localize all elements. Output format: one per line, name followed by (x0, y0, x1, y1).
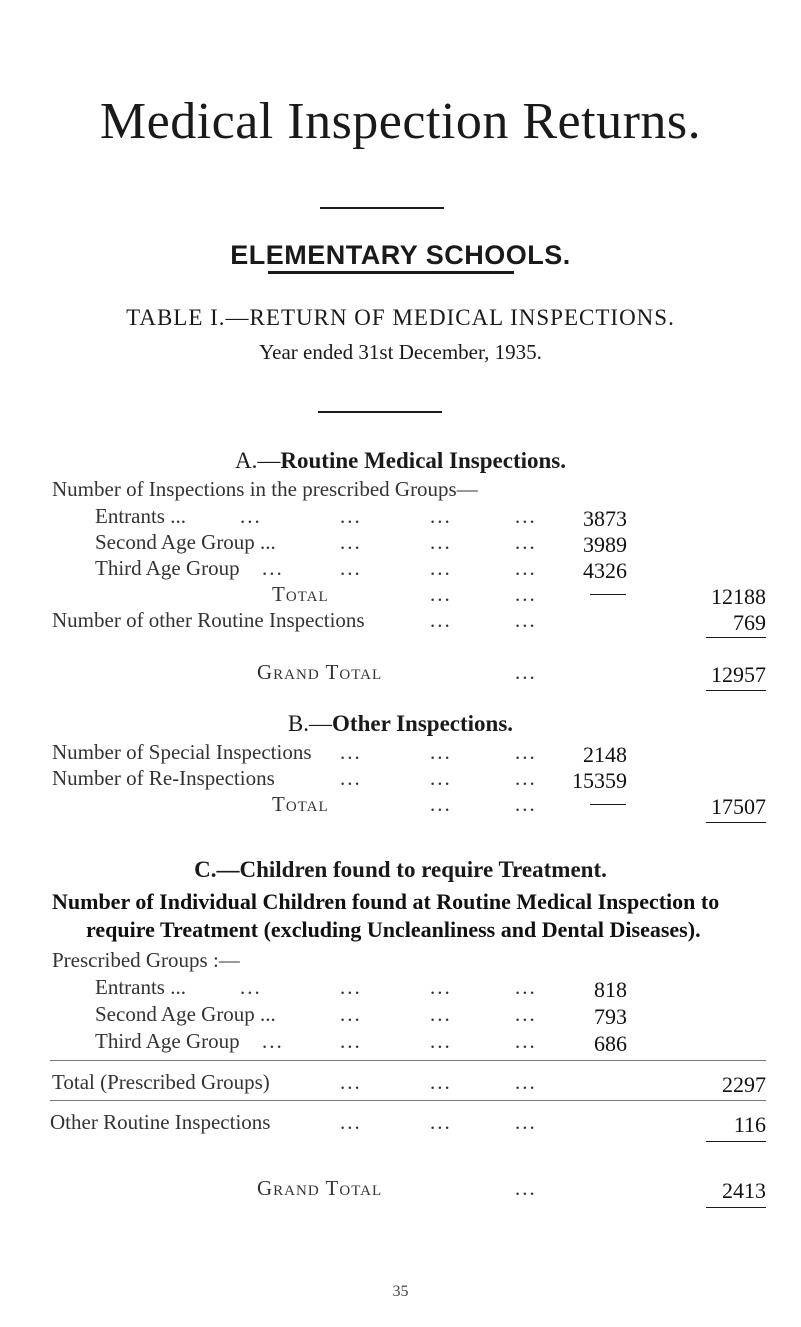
dot-leader: ... (430, 792, 452, 816)
section-c-title: C.—Children found to require Treatment. (194, 857, 607, 882)
section-b-total-value: 17507 (711, 794, 766, 819)
section-c-grand-total-value: 2413 (722, 1178, 766, 1203)
section-c-group-value: 686 (594, 1031, 627, 1056)
dot-leader: ... (515, 1029, 537, 1053)
dot-leader: ... (340, 1110, 362, 1134)
section-c-grand-total-label: Grand Total (257, 1176, 383, 1200)
divider-mid (318, 411, 442, 413)
dot-leader: ... (340, 530, 362, 554)
section-a-group-value: 3873 (583, 506, 627, 531)
section-b-row-label: Number of Re-Inspections (52, 766, 275, 790)
dot-leader: ... (515, 660, 537, 684)
dot-leader: ... (430, 766, 452, 790)
section-c-group-value: 818 (594, 977, 627, 1002)
page-number: 35 (392, 1283, 409, 1300)
dot-leader: ... (515, 530, 537, 554)
dot-leader: ... (340, 504, 362, 528)
section-a-other-value: 769 (733, 610, 766, 635)
dot-leader: ... (240, 975, 262, 999)
dot-leader: ... (515, 975, 537, 999)
dot-leader: ... (515, 1070, 537, 1094)
dot-leader: ... (340, 975, 362, 999)
section-a-intro: Number of Inspections in the prescribed Groups— (52, 477, 478, 501)
dot-leader: ... (515, 766, 537, 790)
dot-leader: ... (430, 975, 452, 999)
dot-leader: ... (430, 1070, 452, 1094)
section-c-group-label: Second Age Group ... (95, 1002, 276, 1026)
dot-leader: ... (340, 740, 362, 764)
section-a-total-label: Total (272, 582, 329, 606)
section-a-group-label: Third Age Group (95, 556, 240, 580)
section-b-title: Other Inspections. (332, 711, 514, 736)
dot-leader: ... (430, 1110, 452, 1134)
section-a-group-value: 4326 (583, 558, 627, 583)
section-b-row-value: 2148 (583, 742, 627, 767)
section-c-other-label: Other Routine Inspections (50, 1110, 271, 1134)
divider-a-grand (706, 690, 766, 691)
dash-leader (590, 804, 626, 805)
divider-schools-underline (268, 271, 514, 274)
dot-leader: ... (340, 766, 362, 790)
dot-leader: ... (430, 504, 452, 528)
dot-leader: ... (430, 530, 452, 554)
section-c-group-label: Entrants ... (95, 975, 186, 999)
section-a-grand-total-value: 12957 (711, 662, 766, 687)
section-c-other-value: 116 (733, 1112, 766, 1137)
section-a-grand-total-label: Grand Total (257, 660, 383, 684)
section-c-group-label: Third Age Group (95, 1029, 240, 1053)
dot-leader: ... (262, 556, 284, 580)
section-b-total-label: Total (272, 792, 329, 816)
section-c-total-label: Total (Prescribed Groups) (52, 1070, 270, 1094)
section-a-title: Routine Medical Inspections. (280, 448, 566, 473)
section-c-total-value: 2297 (722, 1072, 766, 1097)
table-subtitle: Year ended 31st December, 1935. (259, 340, 542, 364)
section-a-group-value: 3989 (583, 532, 627, 557)
section-c-intro-line2: require Treatment (excluding Uncleanliness and Dental Diseases). (86, 917, 701, 942)
dot-leader: ... (515, 556, 537, 580)
dot-leader: ... (515, 608, 537, 632)
dot-leader: ... (515, 1176, 537, 1200)
section-b-letter: B.— (287, 711, 333, 736)
dot-leader: ... (430, 556, 452, 580)
table-title: TABLE I.—RETURN OF MEDICAL INSPECTIONS. (126, 305, 675, 330)
dot-leader: ... (340, 1002, 362, 1026)
divider-c-total (50, 1100, 766, 1101)
section-b-row-label: Number of Special Inspections (52, 740, 312, 764)
section-c-heading (0, 857, 801, 883)
dot-leader: ... (430, 1029, 452, 1053)
section-b-row-value: 15359 (572, 768, 627, 793)
dot-leader: ... (430, 582, 452, 606)
divider-top (320, 207, 444, 209)
section-a-group-label: Second Age Group ... (95, 530, 276, 554)
section-a-letter: A.— (235, 448, 281, 473)
section-a-heading (0, 448, 801, 474)
dot-leader: ... (240, 504, 262, 528)
dot-leader: ... (430, 608, 452, 632)
section-a-other-label: Number of other Routine Inspections (52, 608, 365, 632)
dot-leader: ... (262, 1029, 284, 1053)
section-a-total-value: 12188 (711, 584, 766, 609)
divider-c-groups (50, 1060, 766, 1061)
dot-leader: ... (515, 740, 537, 764)
dot-leader: ... (430, 740, 452, 764)
section-a-group-label: Entrants ... (95, 504, 186, 528)
divider-c-grand (706, 1207, 766, 1208)
dot-leader: ... (515, 792, 537, 816)
dot-leader: ... (340, 556, 362, 580)
section-c-intro-line1: Number of Individual Children found at Routine Medical Inspection to (52, 889, 720, 914)
divider-b-sum (706, 822, 766, 823)
divider-c-sum (706, 1141, 766, 1142)
dot-leader: ... (340, 1070, 362, 1094)
dash-leader (590, 594, 626, 595)
section-b-heading (0, 711, 801, 737)
dot-leader: ... (515, 582, 537, 606)
schools-heading: ELEMENTARY SCHOOLS. (230, 240, 571, 270)
page-title: Medical Inspection Returns. (99, 93, 702, 150)
dot-leader: ... (515, 1110, 537, 1134)
dot-leader: ... (430, 1002, 452, 1026)
dot-leader: ... (515, 1002, 537, 1026)
section-c-prescribed-label: Prescribed Groups :— (52, 948, 240, 972)
divider-a-sum (706, 637, 766, 638)
dot-leader: ... (515, 504, 537, 528)
section-c-group-value: 793 (594, 1004, 627, 1029)
dot-leader: ... (340, 1029, 362, 1053)
